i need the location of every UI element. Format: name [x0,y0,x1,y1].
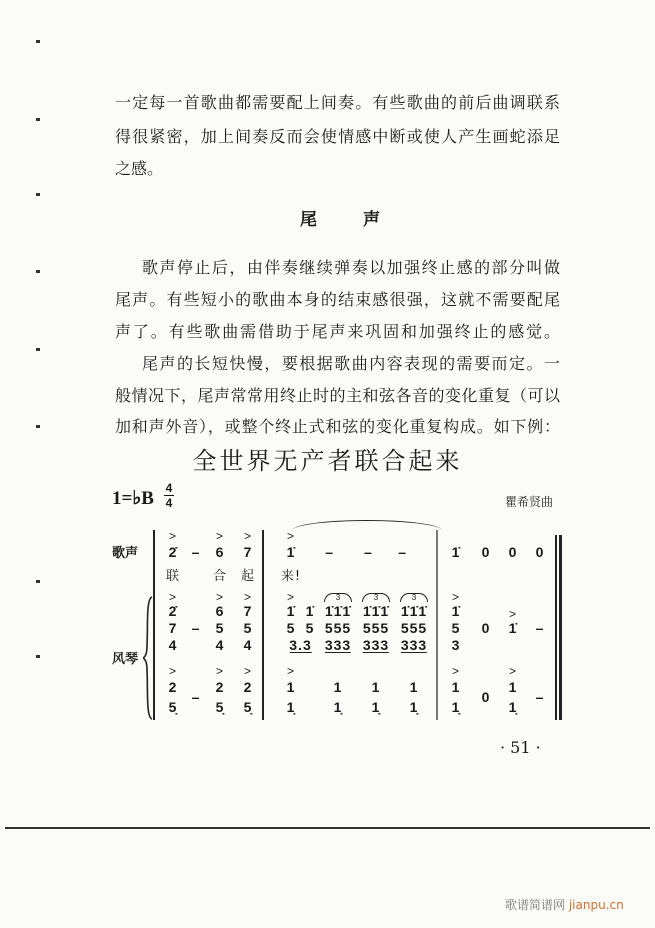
lyric: 来! [280,569,302,584]
lyric: 起 [240,569,256,584]
piano-lower-note: – [191,689,201,705]
piano-lower-note: 1̣ [371,699,381,715]
piano-upper-note: 1̇ [286,603,296,619]
piano-upper-note: 333 [400,637,428,653]
piano-upper-note: 5 [305,620,315,636]
key-signature: 1=♭B [112,488,154,509]
accent-mark: > [168,664,178,678]
piano-lower-note: 1 [451,679,461,695]
piano-lower-note: 1 [508,679,518,695]
piano-upper-note: 4 [215,637,225,653]
piano-lower-note: 0 [481,689,491,705]
piano-upper-note: 555 [362,620,390,636]
piano-upper-note: – [535,620,545,636]
piano-lower-note: 1 [409,679,419,695]
watermark-url: jianpu.cn [568,898,624,912]
accent-mark: > [451,590,461,604]
piano-upper-note: 7 [243,603,253,619]
vocal-note: – [363,544,373,560]
piano-upper-note: 2̇ [168,603,178,619]
accent-mark: > [508,607,518,621]
triplet-bracket: 3 [324,593,352,602]
piano-label: 风琴 [112,652,139,667]
page-number: · 51 · [500,738,541,757]
meter-bottom: 4 [165,496,173,510]
vocal-note: 1̇ [286,544,296,560]
vocal-note: 0 [481,544,491,560]
body-text-line: 般情况下，尾声常常用终止时的主和弦各音的变化重复（可以 [115,386,560,405]
vocal-note: 2̇ [168,544,178,560]
piano-upper-note: 1̇1̇1̇ [400,603,428,619]
vocal-note: 6 [215,544,225,560]
piano-upper-note: 5 [243,620,253,636]
song-title: 全世界无产者联合起来 [192,447,463,475]
accent-mark: > [168,590,178,604]
vocal-note: 0 [508,544,518,560]
piano-upper-note: 555 [400,620,428,636]
piano-upper-note: 6 [215,603,225,619]
piano-lower-note: 2 [243,679,253,695]
composer-credit: 瞿希贤曲 [505,495,554,509]
vocal-note: 0 [535,544,545,560]
piano-upper-note: 4 [168,637,178,653]
piano-upper-note: 5 [215,620,225,636]
accent-mark: > [286,664,296,678]
piano-lower-note: 5̣ [243,699,253,715]
piano-upper-note: 1̇ [508,620,518,636]
piano-upper-note: 1̇1̇1̇ [362,603,390,619]
piano-lower-note: 1̣ [409,699,419,715]
piano-upper-note: 7 [168,620,178,636]
accent-mark: > [215,529,225,543]
accent-mark: > [286,590,296,604]
accent-mark: > [243,529,253,543]
vocal-note: 1̇ [451,544,461,560]
vocal-note: – [398,544,407,560]
piano-upper-note: 1̇ [305,603,315,619]
piano-lower-note: 1 [286,679,296,695]
accent-mark: > [508,664,518,678]
accent-mark: > [243,664,253,678]
triplet-bracket: 3 [362,593,390,602]
staff-brace [143,596,153,720]
barline [436,530,438,720]
lyric: 联 [165,569,181,584]
piano-upper-note: 1̇ [451,603,461,619]
vocal-label: 歌声 [112,546,139,561]
final-barline-thin [555,535,557,720]
piano-upper-note: 1̇1̇1̇ [324,603,352,619]
accent-mark: > [168,529,178,543]
body-text-line: 尾声。有些短小的歌曲本身的结束感很强，这就不需要配尾 [115,290,560,309]
piano-lower-note: 2 [168,679,178,695]
accent-mark: > [215,590,225,604]
body-text-line: 尾声的长短快慢，要根据歌曲内容表现的需要而定。一 [142,354,560,373]
piano-lower-note: 1̣ [451,699,461,715]
body-text-line: 声了。有些歌曲需借助于尾声来巩固和加强终止的感觉。 [115,322,560,341]
vocal-note: – [191,544,201,560]
system-barline [153,530,155,720]
body-text-line: 加和声外音），或整个终止式和弦的变化重复构成。如下例： [115,417,560,436]
watermark-cn: 歌谱简谱网 [505,898,566,912]
piano-upper-note: 4 [243,637,253,653]
piano-upper-note: 3 [451,637,461,653]
piano-upper-note: 333 [324,637,352,653]
body-text-line: 歌声停止后，由伴奏继续弹奏以加强终止感的部分叫做 [142,258,560,277]
watermark [505,898,624,912]
piano-lower-note: 1 [371,679,381,695]
vocal-note: 7 [243,544,253,560]
piano-upper-note: 0 [481,620,491,636]
piano-lower-note: 5̣ [215,699,225,715]
piano-upper-note: 5 [451,620,461,636]
piano-upper-note: 333 [362,637,390,653]
piano-lower-note: 1̣ [508,699,518,715]
piano-lower-note: 5̣ [168,699,178,715]
piano-upper-note: 3.3 [289,637,312,653]
accent-mark: > [243,590,253,604]
piano-upper-note: 5 [286,620,296,636]
section-heading: 尾 声 [300,210,380,230]
lyric: 合 [212,569,228,584]
accent-mark: > [451,664,461,678]
piano-upper-note: – [191,620,201,636]
final-barline-thick [559,535,562,720]
body-text-line: 之感。 [115,159,164,178]
meter-top: 4 [165,481,173,495]
vocal-note: – [325,544,334,560]
barline [262,530,264,720]
accent-mark: > [286,529,296,543]
tie-arc [292,520,442,541]
page-bottom-rule [5,827,650,829]
piano-lower-note: 1̣ [333,699,343,715]
piano-upper-note: 555 [324,620,352,636]
accent-mark: > [215,664,225,678]
piano-lower-note: 1 [333,679,343,695]
triplet-bracket: 3 [400,593,428,602]
body-text-line: 得很紧密，加上间奏反而会使情感中断或使人产生画蛇添足 [115,127,560,146]
piano-lower-note: 2 [215,679,225,695]
piano-lower-note: 1̣ [286,699,296,715]
piano-lower-note: – [535,689,545,705]
body-text-line: 一定每一首歌曲都需要配上间奏。有些歌曲的前后曲调联系 [115,93,560,112]
